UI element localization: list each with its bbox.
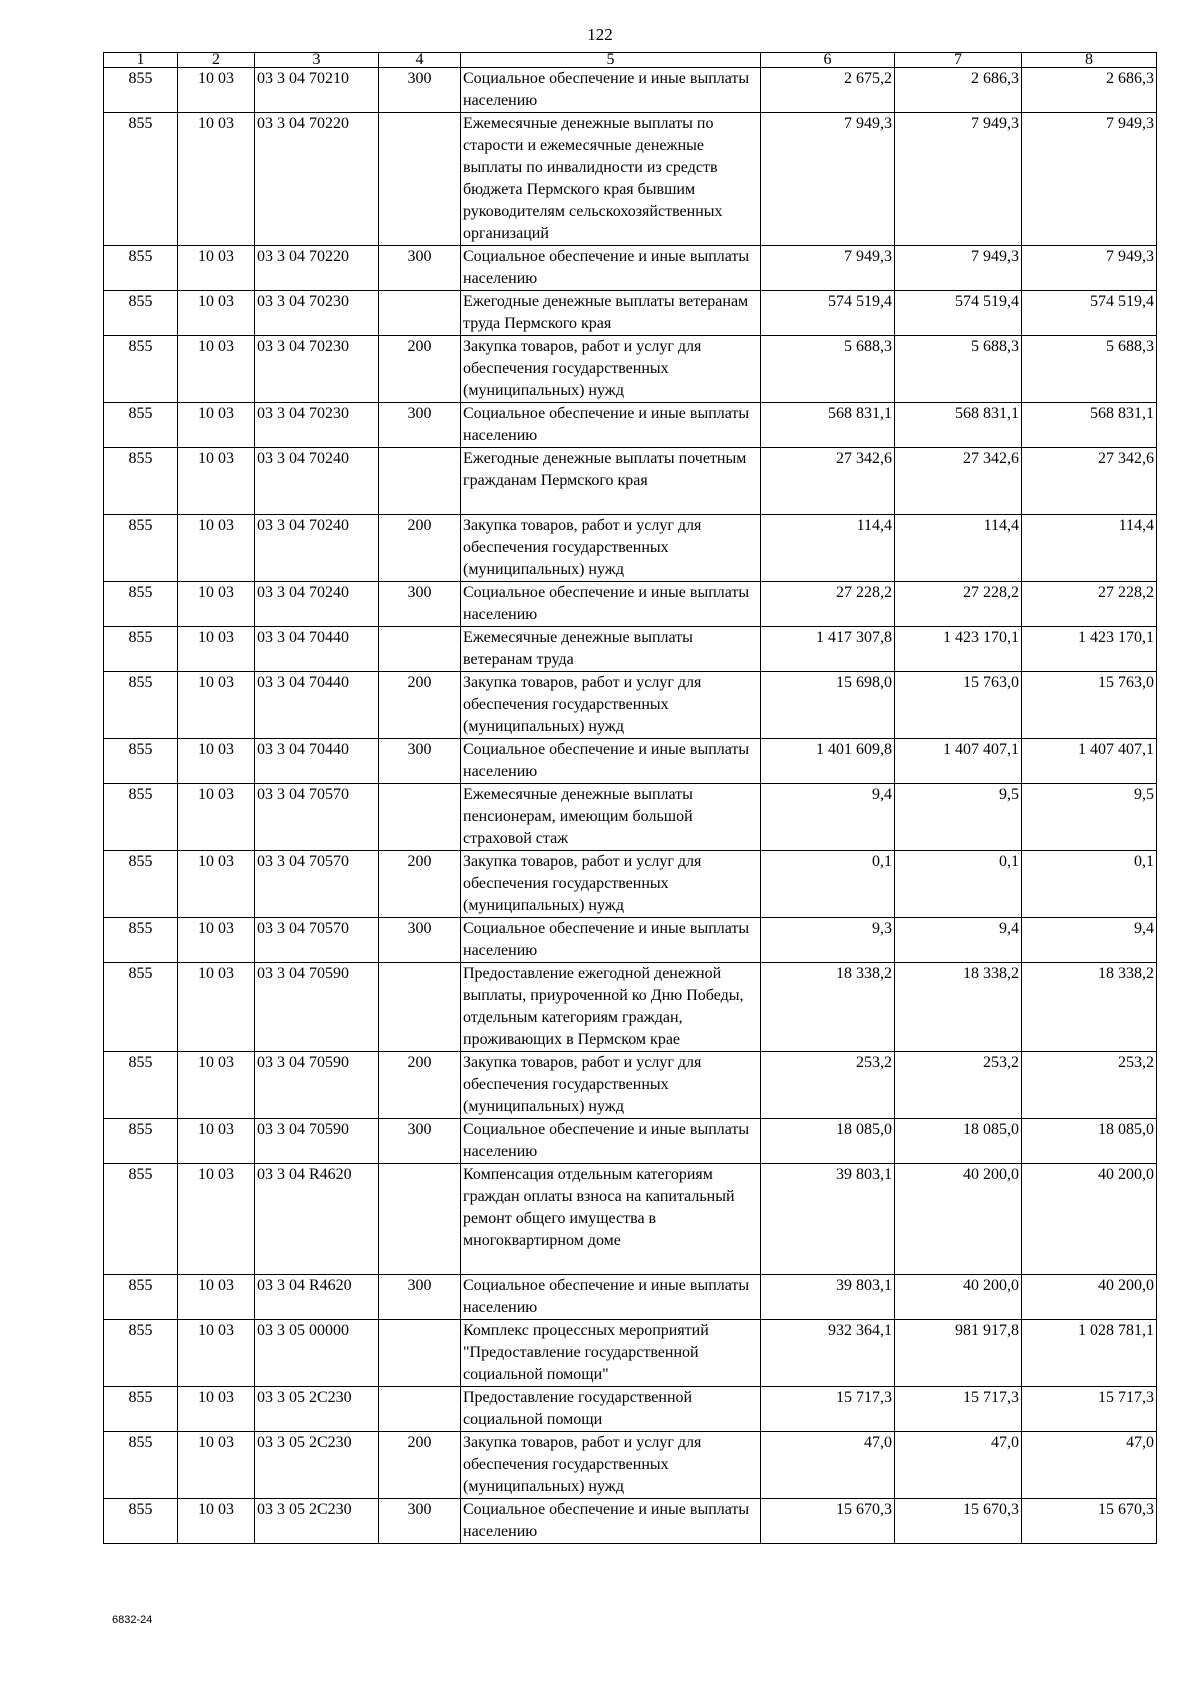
cell-ministry-code: 855 [104, 1119, 178, 1164]
cell-description: Социальное обеспечение и иные выплаты населению [461, 1275, 761, 1320]
cell-amount-year-1: 47,0 [761, 1432, 895, 1499]
cell-section-code: 10 03 [178, 851, 255, 918]
cell-section-code: 10 03 [178, 113, 255, 246]
cell-expense-type: 200 [379, 336, 461, 403]
cell-description: Ежегодные денежные выплаты ветеранам труда Пермского края [461, 291, 761, 336]
cell-amount-year-1: 568 831,1 [761, 403, 895, 448]
cell-amount-year-1: 9,4 [761, 784, 895, 851]
cell-amount-year-1: 15 670,3 [761, 1499, 895, 1544]
cell-section-code: 10 03 [178, 336, 255, 403]
cell-amount-year-1: 27 228,2 [761, 582, 895, 627]
cell-amount-year-3: 253,2 [1022, 1052, 1157, 1119]
cell-ministry-code: 855 [104, 403, 178, 448]
cell-section-code: 10 03 [178, 1052, 255, 1119]
cell-amount-year-3: 47,0 [1022, 1432, 1157, 1499]
cell-section-code: 10 03 [178, 1320, 255, 1387]
cell-expense-type: 300 [379, 1275, 461, 1320]
cell-ministry-code: 855 [104, 784, 178, 851]
cell-ministry-code: 855 [104, 1052, 178, 1119]
cell-expense-type: 300 [379, 1499, 461, 1544]
cell-expense-type: 200 [379, 1432, 461, 1499]
table-row [104, 113, 1157, 246]
cell-target-article: 03 3 05 00000 [255, 1320, 379, 1387]
cell-amount-year-2: 47,0 [895, 1432, 1022, 1499]
cell-amount-year-3: 40 200,0 [1022, 1164, 1157, 1275]
cell-expense-type [379, 1164, 461, 1275]
cell-amount-year-2: 40 200,0 [895, 1275, 1022, 1320]
column-header: 4 [379, 53, 461, 68]
cell-ministry-code: 855 [104, 246, 178, 291]
cell-amount-year-1: 1 401 609,8 [761, 739, 895, 784]
cell-section-code: 10 03 [178, 1164, 255, 1275]
cell-target-article: 03 3 04 70440 [255, 739, 379, 784]
cell-description: Социальное обеспечение и иные выплаты населению [461, 403, 761, 448]
cell-amount-year-1: 574 519,4 [761, 291, 895, 336]
cell-amount-year-1: 15 698,0 [761, 672, 895, 739]
cell-amount-year-1: 5 688,3 [761, 336, 895, 403]
cell-ministry-code: 855 [104, 1320, 178, 1387]
cell-section-code: 10 03 [178, 582, 255, 627]
cell-ministry-code: 855 [104, 918, 178, 963]
table-row [104, 672, 1157, 739]
cell-ministry-code: 855 [104, 582, 178, 627]
cell-target-article: 03 3 04 R4620 [255, 1275, 379, 1320]
cell-amount-year-3: 15 670,3 [1022, 1499, 1157, 1544]
cell-section-code: 10 03 [178, 963, 255, 1052]
table-row [104, 963, 1157, 1052]
cell-section-code: 10 03 [178, 1275, 255, 1320]
cell-amount-year-3: 9,4 [1022, 918, 1157, 963]
cell-ministry-code: 855 [104, 448, 178, 515]
cell-ministry-code: 855 [104, 68, 178, 113]
cell-amount-year-1: 39 803,1 [761, 1275, 895, 1320]
cell-target-article: 03 3 05 2С230 [255, 1432, 379, 1499]
cell-amount-year-1: 0,1 [761, 851, 895, 918]
cell-amount-year-2: 18 085,0 [895, 1119, 1022, 1164]
cell-amount-year-2: 18 338,2 [895, 963, 1022, 1052]
cell-description: Закупка товаров, работ и услуг для обеспечения государственных (муниципальных) нужд [461, 672, 761, 739]
cell-expense-type: 300 [379, 403, 461, 448]
cell-section-code: 10 03 [178, 739, 255, 784]
cell-amount-year-3: 114,4 [1022, 515, 1157, 582]
cell-amount-year-2: 1 423 170,1 [895, 627, 1022, 672]
cell-description: Социальное обеспечение и иные выплаты населению [461, 246, 761, 291]
cell-description: Социальное обеспечение и иные выплаты населению [461, 739, 761, 784]
column-header: 1 [104, 53, 178, 68]
cell-amount-year-1: 114,4 [761, 515, 895, 582]
cell-description: Закупка товаров, работ и услуг для обеспечения государственных (муниципальных) нужд [461, 1052, 761, 1119]
cell-section-code: 10 03 [178, 627, 255, 672]
cell-ministry-code: 855 [104, 291, 178, 336]
cell-section-code: 10 03 [178, 246, 255, 291]
cell-expense-type: 300 [379, 246, 461, 291]
cell-ministry-code: 855 [104, 1432, 178, 1499]
cell-description: Комплекс процессных мероприятий "Предоставление государственной социальной помощи" [461, 1320, 761, 1387]
cell-amount-year-2: 981 917,8 [895, 1320, 1022, 1387]
cell-expense-type: 300 [379, 1119, 461, 1164]
table-row [104, 291, 1157, 336]
cell-description: Закупка товаров, работ и услуг для обеспечения государственных (муниципальных) нужд [461, 336, 761, 403]
cell-ministry-code: 855 [104, 627, 178, 672]
cell-amount-year-2: 1 407 407,1 [895, 739, 1022, 784]
cell-target-article: 03 3 04 70210 [255, 68, 379, 113]
cell-section-code: 10 03 [178, 291, 255, 336]
cell-amount-year-3: 15 763,0 [1022, 672, 1157, 739]
cell-section-code: 10 03 [178, 1499, 255, 1544]
cell-amount-year-3: 15 717,3 [1022, 1387, 1157, 1432]
cell-section-code: 10 03 [178, 1119, 255, 1164]
cell-expense-type [379, 291, 461, 336]
budget-table [103, 52, 1157, 1544]
cell-description: Предоставление государственной социальной помощи [461, 1387, 761, 1432]
cell-ministry-code: 855 [104, 1387, 178, 1432]
cell-ministry-code: 855 [104, 1275, 178, 1320]
cell-description: Ежемесячные денежные выплаты пенсионерам, имеющим большой страховой стаж [461, 784, 761, 851]
cell-expense-type: 300 [379, 68, 461, 113]
cell-ministry-code: 855 [104, 1164, 178, 1275]
table-row [104, 246, 1157, 291]
cell-description: Социальное обеспечение и иные выплаты населению [461, 582, 761, 627]
cell-target-article: 03 3 04 70220 [255, 246, 379, 291]
table-row [104, 1119, 1157, 1164]
page-number: 122 [587, 25, 613, 44]
cell-target-article: 03 3 04 70240 [255, 582, 379, 627]
footer-document-code: 6832-24 [112, 1614, 153, 1626]
cell-target-article: 03 3 05 2С230 [255, 1499, 379, 1544]
table-row [104, 403, 1157, 448]
cell-ministry-code: 855 [104, 672, 178, 739]
cell-expense-type [379, 1387, 461, 1432]
cell-amount-year-2: 7 949,3 [895, 246, 1022, 291]
cell-section-code: 10 03 [178, 1387, 255, 1432]
cell-ministry-code: 855 [104, 963, 178, 1052]
cell-expense-type [379, 448, 461, 515]
cell-amount-year-2: 15 763,0 [895, 672, 1022, 739]
cell-amount-year-2: 27 228,2 [895, 582, 1022, 627]
cell-description: Закупка товаров, работ и услуг для обеспечения государственных (муниципальных) нужд [461, 851, 761, 918]
cell-amount-year-3: 27 342,6 [1022, 448, 1157, 515]
cell-amount-year-2: 9,5 [895, 784, 1022, 851]
table-header-row [104, 53, 1157, 68]
cell-ministry-code: 855 [104, 336, 178, 403]
cell-description: Ежемесячные денежные выплаты ветеранам труда [461, 627, 761, 672]
cell-amount-year-3: 9,5 [1022, 784, 1157, 851]
cell-target-article: 03 3 04 70230 [255, 403, 379, 448]
cell-amount-year-3: 18 338,2 [1022, 963, 1157, 1052]
cell-amount-year-1: 7 949,3 [761, 246, 895, 291]
cell-amount-year-1: 18 085,0 [761, 1119, 895, 1164]
cell-ministry-code: 855 [104, 113, 178, 246]
cell-amount-year-3: 27 228,2 [1022, 582, 1157, 627]
cell-amount-year-2: 9,4 [895, 918, 1022, 963]
cell-amount-year-3: 1 423 170,1 [1022, 627, 1157, 672]
cell-expense-type: 200 [379, 1052, 461, 1119]
cell-section-code: 10 03 [178, 1432, 255, 1499]
cell-target-article: 03 3 04 70570 [255, 784, 379, 851]
cell-amount-year-2: 15 670,3 [895, 1499, 1022, 1544]
cell-ministry-code: 855 [104, 851, 178, 918]
cell-amount-year-3: 40 200,0 [1022, 1275, 1157, 1320]
cell-amount-year-3: 7 949,3 [1022, 113, 1157, 246]
table-row [104, 1164, 1157, 1275]
cell-amount-year-2: 7 949,3 [895, 113, 1022, 246]
column-header: 6 [761, 53, 895, 68]
cell-amount-year-2: 253,2 [895, 1052, 1022, 1119]
cell-target-article: 03 3 04 70440 [255, 627, 379, 672]
cell-ministry-code: 855 [104, 1499, 178, 1544]
cell-section-code: 10 03 [178, 784, 255, 851]
cell-amount-year-3: 18 085,0 [1022, 1119, 1157, 1164]
cell-amount-year-1: 39 803,1 [761, 1164, 895, 1275]
cell-expense-type: 300 [379, 739, 461, 784]
cell-amount-year-2: 5 688,3 [895, 336, 1022, 403]
cell-target-article: 03 3 04 70240 [255, 448, 379, 515]
cell-description: Социальное обеспечение и иные выплаты населению [461, 1119, 761, 1164]
cell-section-code: 10 03 [178, 918, 255, 963]
cell-amount-year-1: 2 675,2 [761, 68, 895, 113]
cell-amount-year-2: 2 686,3 [895, 68, 1022, 113]
cell-amount-year-3: 1 407 407,1 [1022, 739, 1157, 784]
table-row [104, 1052, 1157, 1119]
table-row [104, 627, 1157, 672]
cell-description: Закупка товаров, работ и услуг для обеспечения государственных (муниципальных) нужд [461, 515, 761, 582]
cell-target-article: 03 3 04 70230 [255, 336, 379, 403]
cell-description: Компенсация отдельным категориям граждан оплаты взноса на капитальный ремонт общего имущества в многоквартирном доме [461, 1164, 761, 1275]
cell-amount-year-2: 568 831,1 [895, 403, 1022, 448]
cell-amount-year-3: 2 686,3 [1022, 68, 1157, 113]
table-body [104, 68, 1157, 1544]
table-row [104, 515, 1157, 582]
cell-amount-year-1: 27 342,6 [761, 448, 895, 515]
cell-target-article: 03 3 04 70590 [255, 1119, 379, 1164]
table-row [104, 1432, 1157, 1499]
cell-expense-type: 200 [379, 515, 461, 582]
table-row [104, 851, 1157, 918]
cell-section-code: 10 03 [178, 448, 255, 515]
cell-target-article: 03 3 04 R4620 [255, 1164, 379, 1275]
cell-target-article: 03 3 05 2С230 [255, 1387, 379, 1432]
cell-amount-year-3: 0,1 [1022, 851, 1157, 918]
cell-section-code: 10 03 [178, 68, 255, 113]
cell-target-article: 03 3 04 70570 [255, 918, 379, 963]
cell-amount-year-1: 932 364,1 [761, 1320, 895, 1387]
cell-description: Социальное обеспечение и иные выплаты населению [461, 68, 761, 113]
cell-target-article: 03 3 04 70230 [255, 291, 379, 336]
cell-target-article: 03 3 04 70240 [255, 515, 379, 582]
cell-expense-type: 200 [379, 851, 461, 918]
cell-expense-type [379, 1320, 461, 1387]
cell-target-article: 03 3 04 70590 [255, 963, 379, 1052]
cell-section-code: 10 03 [178, 403, 255, 448]
cell-amount-year-3: 568 831,1 [1022, 403, 1157, 448]
cell-amount-year-1: 9,3 [761, 918, 895, 963]
cell-expense-type [379, 784, 461, 851]
table-row [104, 1275, 1157, 1320]
cell-amount-year-2: 27 342,6 [895, 448, 1022, 515]
cell-amount-year-3: 574 519,4 [1022, 291, 1157, 336]
cell-description: Ежегодные денежные выплаты почетным гражданам Пермского края [461, 448, 761, 515]
cell-ministry-code: 855 [104, 515, 178, 582]
cell-description: Предоставление ежегодной денежной выплаты, приуроченной ко Дню Победы, отдельным категориям граждан, проживающих в Пермском крае [461, 963, 761, 1052]
column-header: 2 [178, 53, 255, 68]
cell-amount-year-2: 0,1 [895, 851, 1022, 918]
cell-target-article: 03 3 04 70590 [255, 1052, 379, 1119]
cell-amount-year-1: 253,2 [761, 1052, 895, 1119]
cell-amount-year-1: 1 417 307,8 [761, 627, 895, 672]
cell-amount-year-2: 114,4 [895, 515, 1022, 582]
column-header: 7 [895, 53, 1022, 68]
cell-amount-year-1: 18 338,2 [761, 963, 895, 1052]
cell-section-code: 10 03 [178, 672, 255, 739]
cell-expense-type: 300 [379, 918, 461, 963]
cell-amount-year-3: 1 028 781,1 [1022, 1320, 1157, 1387]
table-row [104, 739, 1157, 784]
cell-amount-year-2: 15 717,3 [895, 1387, 1022, 1432]
table-row [104, 68, 1157, 113]
cell-expense-type: 300 [379, 582, 461, 627]
table-row [104, 1387, 1157, 1432]
cell-amount-year-3: 5 688,3 [1022, 336, 1157, 403]
cell-description: Закупка товаров, работ и услуг для обеспечения государственных (муниципальных) нужд [461, 1432, 761, 1499]
table-row [104, 1320, 1157, 1387]
cell-amount-year-2: 574 519,4 [895, 291, 1022, 336]
cell-ministry-code: 855 [104, 739, 178, 784]
cell-target-article: 03 3 04 70220 [255, 113, 379, 246]
cell-expense-type [379, 113, 461, 246]
cell-description: Ежемесячные денежные выплаты по старости и ежемесячные денежные выплаты по инвалидности из средств бюджета Пермского края бывшим руководителям сельскохозяйственных организаций [461, 113, 761, 246]
cell-description: Социальное обеспечение и иные выплаты населению [461, 1499, 761, 1544]
cell-description: Социальное обеспечение и иные выплаты населению [461, 918, 761, 963]
table-row [104, 784, 1157, 851]
cell-amount-year-2: 40 200,0 [895, 1164, 1022, 1275]
table-row [104, 1499, 1157, 1544]
table-row [104, 336, 1157, 403]
column-header: 3 [255, 53, 379, 68]
cell-target-article: 03 3 04 70570 [255, 851, 379, 918]
cell-amount-year-3: 7 949,3 [1022, 246, 1157, 291]
column-header: 8 [1022, 53, 1157, 68]
cell-target-article: 03 3 04 70440 [255, 672, 379, 739]
cell-section-code: 10 03 [178, 515, 255, 582]
cell-expense-type: 200 [379, 672, 461, 739]
table-row [104, 582, 1157, 627]
table-row [104, 448, 1157, 515]
cell-amount-year-1: 15 717,3 [761, 1387, 895, 1432]
table-row [104, 918, 1157, 963]
cell-expense-type [379, 627, 461, 672]
column-header: 5 [461, 53, 761, 68]
cell-expense-type [379, 963, 461, 1052]
cell-amount-year-1: 7 949,3 [761, 113, 895, 246]
